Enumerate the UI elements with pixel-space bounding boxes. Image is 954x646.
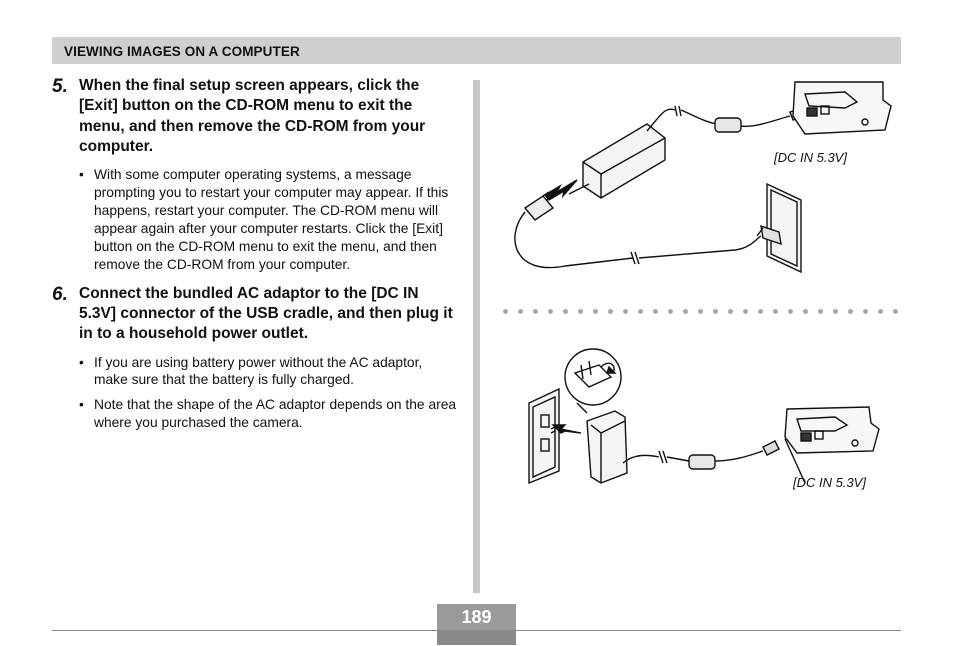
column-divider: [473, 80, 480, 593]
adaptor-cradle-drawing: [505, 76, 901, 280]
step-5-notes: [79, 166, 457, 273]
step-6: [52, 284, 457, 433]
note-item: • Note that the shape of the AC adaptor depends on the area where you purchased the camera.: [79, 396, 457, 432]
step-text: When the final setup screen appears, click the [Exit] button on the CD-ROM menu to exit the menu, and then remove the CD-ROM from your computer.: [79, 77, 426, 155]
step-5: [52, 76, 457, 274]
step-6-notes: [79, 354, 457, 433]
dc-in-label: [DC IN 5.3V]: [774, 150, 847, 165]
note-item: • If you are using battery power without the AC adaptor, make sure that the battery is fully charged.: [79, 354, 457, 390]
step-text: Connect the bundled AC adaptor to the [DC IN 5.3V] connector of the USB cradle, and then plug it in to a household power outlet.: [79, 284, 453, 343]
dc-in-label: [DC IN 5.3V]: [793, 475, 866, 490]
instructions-column: [52, 76, 457, 442]
note-item: • With some computer operating systems, a message prompting you to restart your computer may appear. If this happens, restart your computer. The CD-ROM menu will appear again after your computer restarts. Click the [Exit] button on the CD-ROM menu to exit the menu, and then remove the CD-ROM from your computer.: [79, 166, 457, 273]
section-title: VIEWING IMAGES ON A COMPUTER: [64, 44, 300, 59]
wall-adaptor-to-cradle-illustration: [505, 343, 901, 493]
step-number: 5.: [52, 76, 68, 97]
wall-adaptor-drawing: [505, 343, 901, 493]
page-number: 189: [461, 607, 492, 627]
dotted-separator: [503, 309, 903, 315]
page-number-box: [437, 604, 516, 645]
step-number: 6.: [52, 283, 68, 305]
adaptor-to-cradle-illustration: [505, 76, 901, 280]
header-bar: [52, 37, 901, 64]
